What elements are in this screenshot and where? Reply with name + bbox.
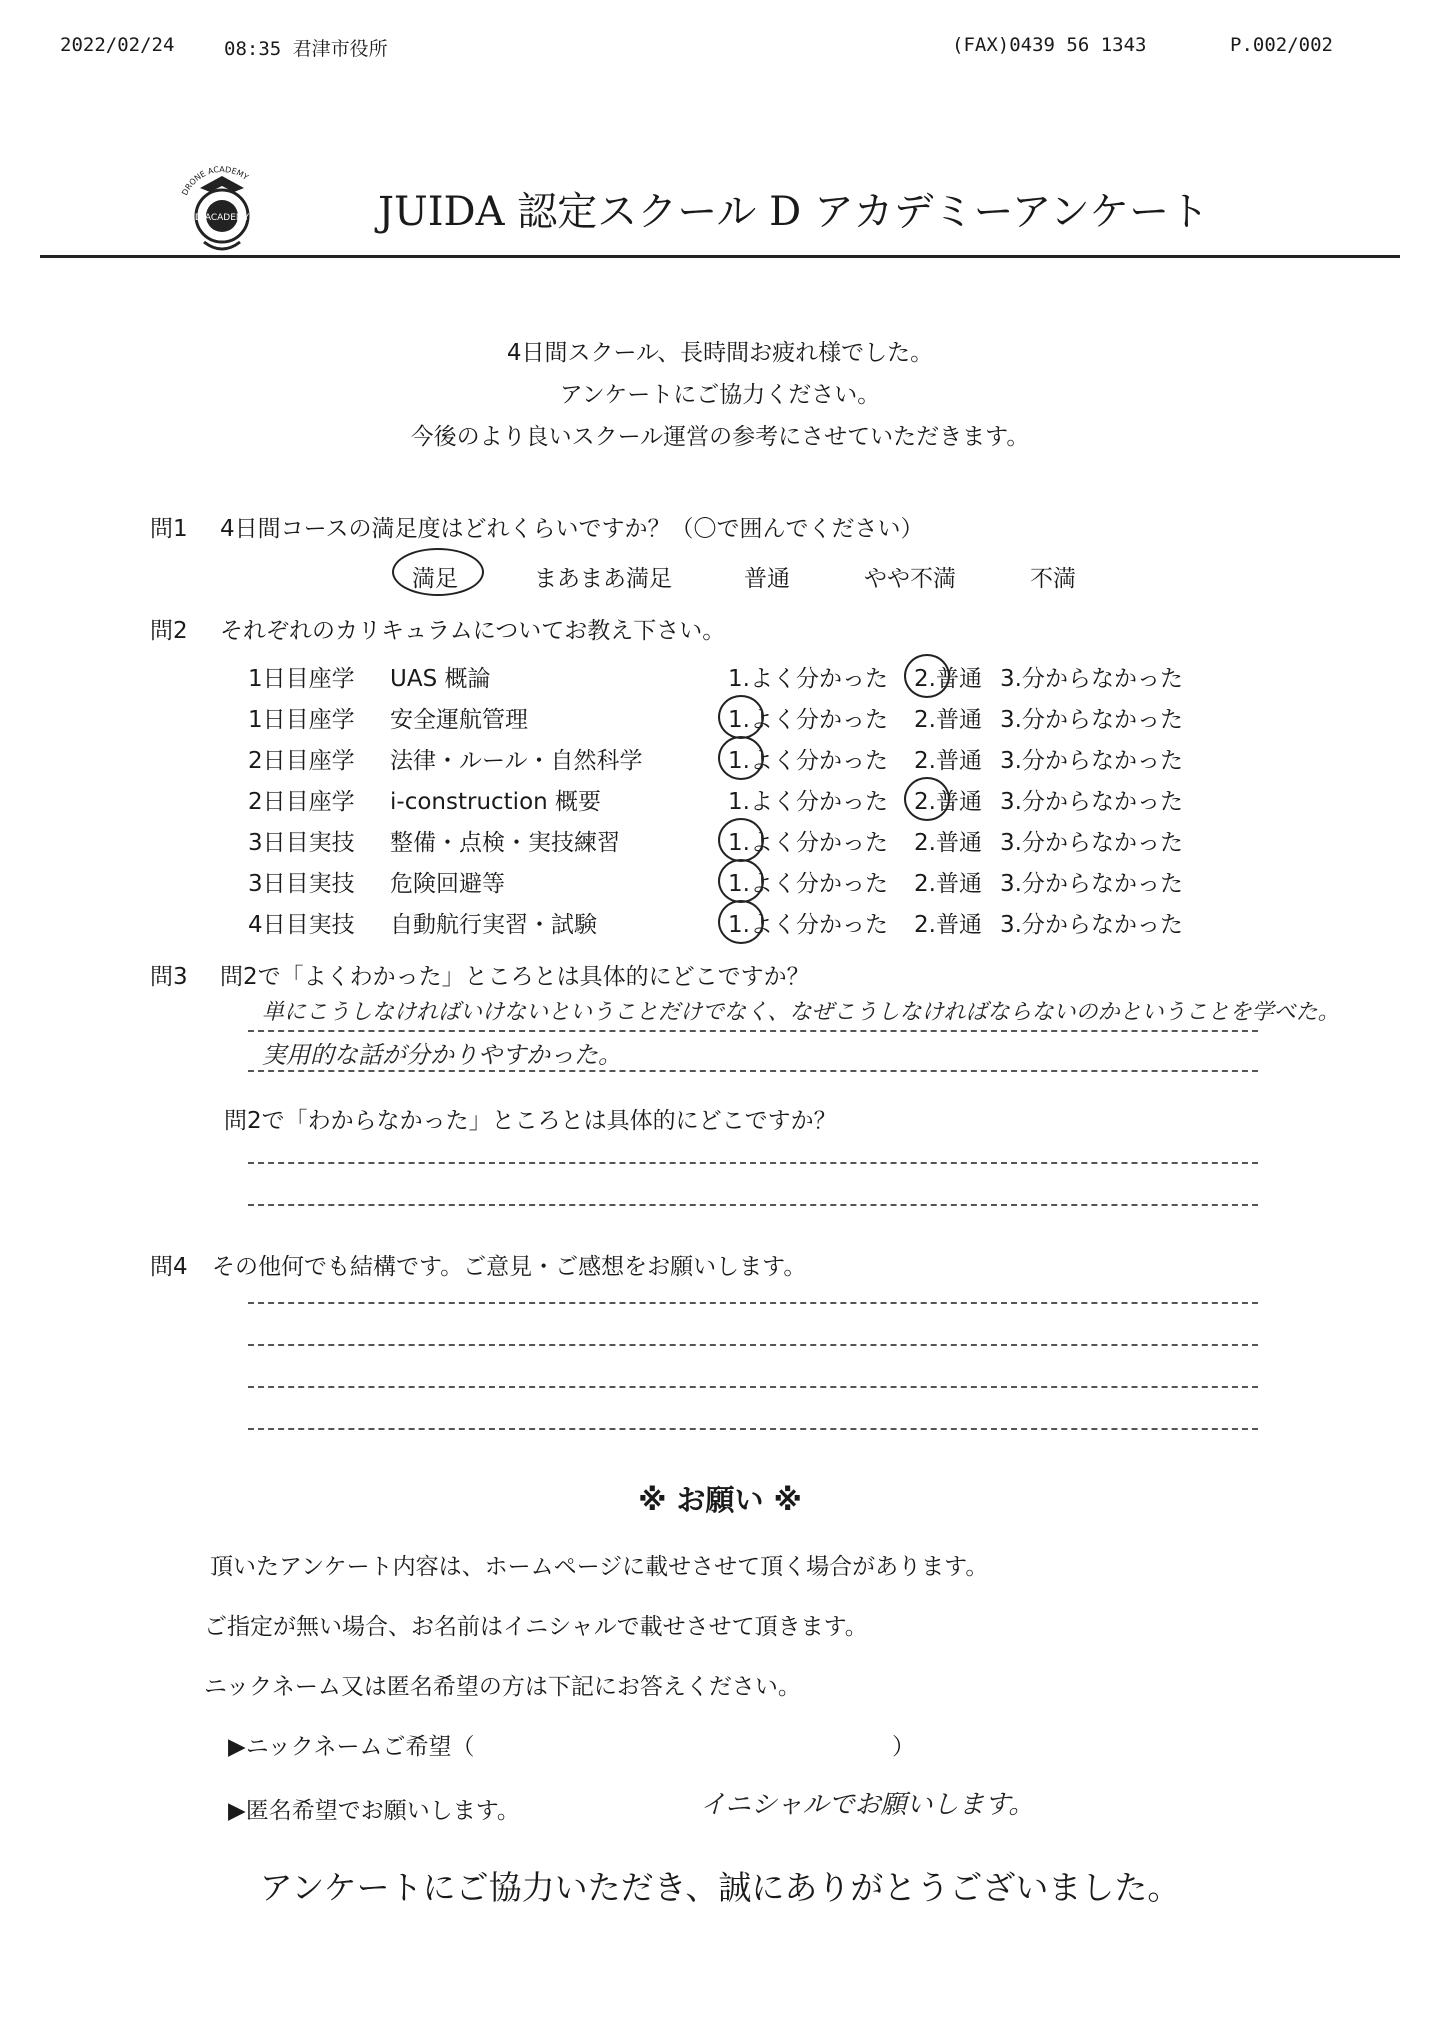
answer-line[interactable]	[248, 1204, 1258, 1206]
q2-subject: 危険回避等	[390, 871, 505, 897]
q2-selection-circle	[904, 777, 950, 821]
q2-subject: i-construction 概要	[390, 789, 602, 815]
q2-subject: 安全運航管理	[390, 707, 528, 733]
intro-line-2: アンケートにご協力ください。	[559, 382, 881, 408]
q2-day: 3日目実技	[248, 830, 355, 856]
q2-choice-1[interactable]: 1.よく分かった	[728, 666, 888, 692]
q2-selection-circle	[718, 818, 764, 862]
fax-page: P.002/002	[1230, 34, 1333, 56]
q2-choice-3[interactable]: 3.分からなかった	[1000, 789, 1183, 815]
q2-choice-2[interactable]: 2.普通	[914, 789, 982, 815]
q2-subject: 法律・ルール・自然科学	[390, 748, 643, 774]
q2-choice-3[interactable]: 3.分からなかった	[1000, 666, 1183, 692]
q2-day: 1日目座学	[248, 707, 355, 733]
q2-choice-2[interactable]: 2.普通	[914, 748, 982, 774]
q2-selection-circle	[718, 900, 764, 944]
q1-option-dissatisfied[interactable]: 不満	[1030, 566, 1076, 592]
answer-line[interactable]	[248, 1428, 1258, 1430]
q2-choice-2[interactable]: 2.普通	[914, 912, 982, 938]
q1-option-satisfied[interactable]: 満足	[412, 566, 458, 592]
q2-choice-3[interactable]: 3.分からなかった	[1000, 871, 1183, 897]
fax-time-sender: 08:35 君津市役所	[224, 38, 388, 60]
request-line-3: ニックネーム又は匿名希望の方は下記にお答えください。	[204, 1674, 801, 1700]
anonymous-answer: イニシャルでお願いします。	[700, 1790, 1035, 1820]
q2-choice-2[interactable]: 2.普通	[914, 707, 982, 733]
q2-choice-1[interactable]: 1.よく分かった	[728, 707, 888, 733]
fax-number: (FAX)0439 56 1343	[952, 34, 1147, 56]
q2-selection-circle	[718, 859, 764, 903]
q2-row	[248, 660, 1248, 696]
fax-date: 2022/02/24	[60, 34, 175, 56]
request-line-2: ご指定が無い場合、お名前はイニシャルで載せさせて頂きます。	[204, 1614, 868, 1640]
q1-selection-circle	[392, 548, 484, 596]
q2-choice-1[interactable]: 1.よく分かった	[728, 748, 888, 774]
q2-selection-circle	[718, 736, 764, 780]
answer-line[interactable]	[248, 1162, 1258, 1164]
title-divider	[40, 255, 1400, 258]
q1-option-somewhat-satisfied[interactable]: まあまあ満足	[534, 566, 672, 592]
q2-choice-1[interactable]: 1.よく分かった	[728, 871, 888, 897]
answer-line[interactable]	[248, 1344, 1258, 1346]
q1-text: 4日間コースの満足度はどれくらいですか？（〇で囲んでください）	[220, 516, 924, 542]
q3-text-good: 問2で「よくわかった」ところとは具体的にどこですか？	[220, 964, 810, 990]
q1-label: 問1	[150, 516, 188, 542]
answer-line	[248, 1030, 1258, 1032]
q2-choice-1[interactable]: 1.よく分かった	[728, 912, 888, 938]
q2-row	[248, 783, 1248, 819]
q2-day: 2日目座学	[248, 789, 355, 815]
logo-text-bottom: D-ACADEMY	[194, 213, 250, 223]
q2-label: 問2	[150, 618, 188, 644]
q2-subject: 整備・点検・実技練習	[390, 830, 620, 856]
q2-choice-3[interactable]: 3.分からなかった	[1000, 707, 1183, 733]
q2-day: 4日目実技	[248, 912, 355, 938]
q2-selection-circle	[718, 695, 764, 739]
nickname-close: ）	[892, 1734, 915, 1760]
closing-message: アンケートにご協力いただき、誠にありがとうございました。	[259, 1868, 1181, 1907]
q2-subject: UAS 概論	[390, 666, 491, 692]
nickname-label: ▶ニックネームご希望（	[228, 1734, 475, 1760]
q2-day: 1日目座学	[248, 666, 355, 692]
q2-choice-2[interactable]: 2.普通	[914, 830, 982, 856]
logo-text-top: DRONE ACADEMY	[180, 164, 250, 197]
answer-line[interactable]	[248, 1302, 1258, 1304]
document-title: JUIDA 認定スクール D アカデミーアンケート	[378, 189, 1210, 235]
answer-line[interactable]	[248, 1386, 1258, 1388]
q4-text: その他何でも結構です。ご意見・ご感想をお願いします。	[212, 1254, 807, 1280]
q2-selection-circle	[904, 654, 950, 698]
answer-line	[248, 1070, 1258, 1072]
q3-answer-good-line-2: 実用的な話が分かりやすかった。	[262, 1041, 622, 1069]
q2-choice-3[interactable]: 3.分からなかった	[1000, 912, 1183, 938]
request-heading: ※ お願い ※	[638, 1483, 802, 1517]
q2-choice-2[interactable]: 2.普通	[914, 871, 982, 897]
q3-text-bad: 問2で「わからなかった」ところとは具体的にどこですか？	[224, 1108, 837, 1134]
q1-option-neutral[interactable]: 普通	[744, 566, 790, 592]
q2-subject: 自動航行実習・試験	[390, 912, 597, 938]
q3-label: 問3	[150, 964, 188, 990]
q2-choice-2[interactable]: 2.普通	[914, 666, 982, 692]
q2-day: 3日目実技	[248, 871, 355, 897]
intro-line-1: 4日間スクール、長時間お疲れ様でした。	[506, 340, 934, 366]
request-line-1: 頂いたアンケート内容は、ホームページに載せさせて頂く場合があります。	[210, 1554, 989, 1580]
q2-choice-1[interactable]: 1.よく分かった	[728, 789, 888, 815]
q2-day: 2日目座学	[248, 748, 355, 774]
q2-choice-3[interactable]: 3.分からなかった	[1000, 830, 1183, 856]
q2-choice-3[interactable]: 3.分からなかった	[1000, 748, 1183, 774]
anonymous-label: ▶匿名希望でお願いします。	[228, 1798, 520, 1824]
q3-answer-good-line-1: 単にこうしなければいけないということだけでなく、なぜこうしなければならないのかということを学べた。	[262, 1000, 1340, 1025]
drone-academy-emblem-icon	[170, 158, 274, 262]
q1-option-somewhat-dissatisfied[interactable]: やや不満	[864, 566, 956, 592]
q2-text: それぞれのカリキュラムについてお教え下さい。	[220, 618, 726, 644]
q2-choice-1[interactable]: 1.よく分かった	[728, 830, 888, 856]
intro-line-3: 今後のより良いスクール運営の参考にさせていただきます。	[410, 424, 1030, 450]
q4-label: 問4	[150, 1254, 188, 1280]
